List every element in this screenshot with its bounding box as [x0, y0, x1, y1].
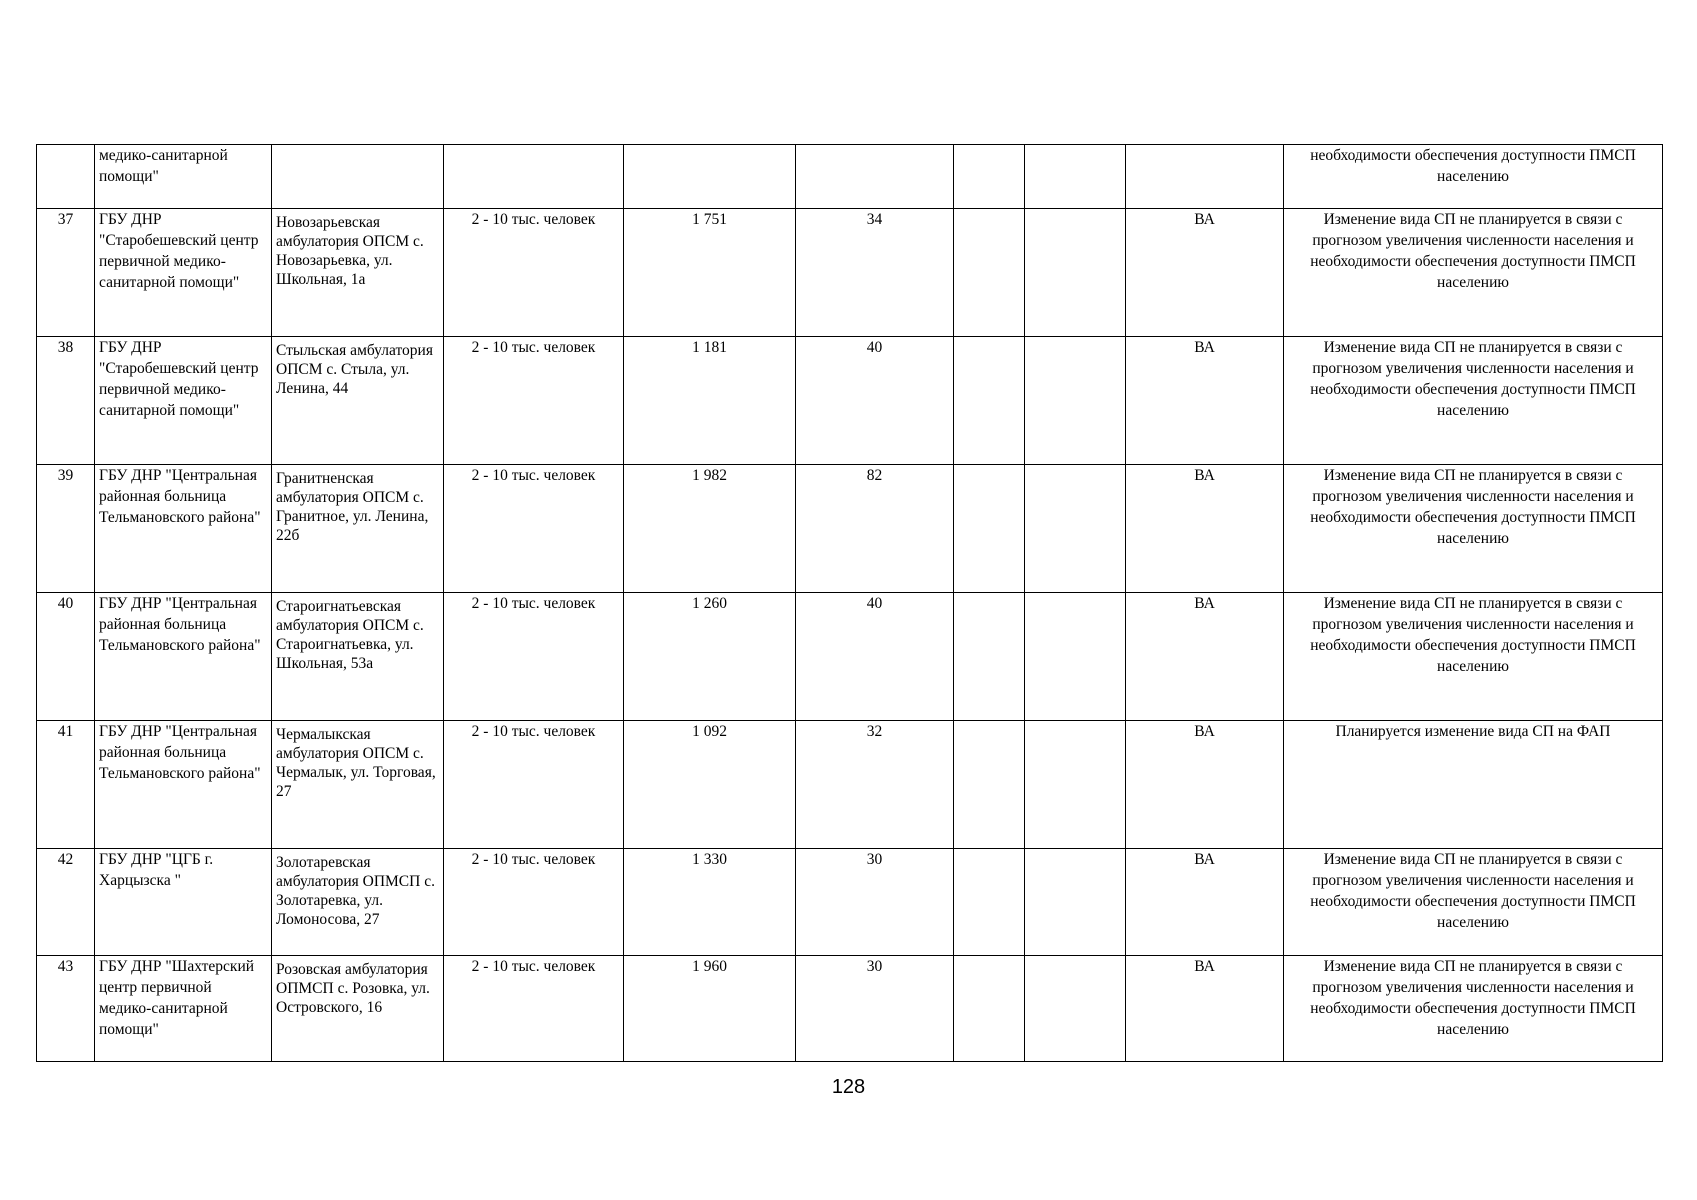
category-cell: 2 - 10 тыс. человек [444, 956, 624, 1062]
note-cell: Изменение вида СП не планируется в связи с прогнозом увеличения численности населения и необходимости обеспечения доступности ПМСП населению [1284, 337, 1663, 465]
address-cell [272, 849, 444, 956]
note-cell: Изменение вида СП не планируется в связи с прогнозом увеличения численности населения и необходимости обеспечения доступности ПМСП населению [1284, 465, 1663, 593]
population-cell: 1 092 [624, 721, 796, 849]
distance-cell: 82 [796, 465, 954, 593]
note-cell: Изменение вида СП не планируется в связи с прогнозом увеличения численности населения и необходимости обеспечения доступности ПМСП населению [1284, 593, 1663, 721]
row-number-cell: 40 [37, 593, 95, 721]
population-cell: 1 181 [624, 337, 796, 465]
address-cell [272, 145, 444, 209]
type-cell: ВА [1126, 849, 1284, 956]
empty-cell [1025, 337, 1126, 465]
empty-cell [1025, 956, 1126, 1062]
distance-cell: 32 [796, 721, 954, 849]
address-cell-text: Староигнатьевская амбулатория ОПСМ с. Староигнатьевка, ул. Школьная, 53а [276, 598, 424, 672]
category-cell: 2 - 10 тыс. человек [444, 337, 624, 465]
empty-cell [1025, 209, 1126, 337]
organization-cell: ГБУ ДНР "Центральная районная больница Тельмановского района" [95, 465, 272, 593]
empty-cell [954, 849, 1025, 956]
note-cell: Изменение вида СП не планируется в связи с прогнозом увеличения численности населения и необходимости обеспечения доступности ПМСП населению [1284, 956, 1663, 1062]
address-cell-text: Стыльская амбулатория ОПСМ с. Стыла, ул. Ленина, 44 [276, 342, 433, 397]
empty-cell [954, 593, 1025, 721]
distance-cell: 40 [796, 337, 954, 465]
table-row [37, 145, 1663, 209]
population-cell: 1 260 [624, 593, 796, 721]
address-cell [272, 337, 444, 465]
type-cell: ВА [1126, 465, 1284, 593]
organization-cell: ГБУ ДНР "Старобешевский центр первичной медико-санитарной помощи" [95, 209, 272, 337]
table-row [37, 465, 1663, 593]
organization-cell: ГБУ ДНР "Старобешевский центр первичной медико-санитарной помощи" [95, 337, 272, 465]
address-cell [272, 721, 444, 849]
empty-cell [954, 209, 1025, 337]
category-cell: 2 - 10 тыс. человек [444, 849, 624, 956]
address-cell-text: Гранитненская амбулатория ОПСМ с. Гранитное, ул. Ленина, 22б [276, 470, 429, 544]
population-cell: 1 960 [624, 956, 796, 1062]
row-number-cell: 39 [37, 465, 95, 593]
note-cell: Изменение вида СП не планируется в связи с прогнозом увеличения численности населения и необходимости обеспечения доступности ПМСП населению [1284, 849, 1663, 956]
address-cell [272, 209, 444, 337]
organization-cell: ГБУ ДНР "Шахтерский центр первичной медико-санитарной помощи" [95, 956, 272, 1062]
table-row [37, 849, 1663, 956]
empty-cell [954, 721, 1025, 849]
empty-cell [954, 956, 1025, 1062]
population-cell: 1 751 [624, 209, 796, 337]
distance-cell: 34 [796, 209, 954, 337]
row-number-cell: 41 [37, 721, 95, 849]
category-cell: 2 - 10 тыс. человек [444, 465, 624, 593]
empty-cell [1025, 849, 1126, 956]
facilities-table [36, 144, 1663, 1062]
address-cell-text: Новозарьевская амбулатория ОПСМ с. Новозарьевка, ул. Школьная, 1а [276, 214, 424, 288]
organization-cell: ГБУ ДНР "Центральная районная больница Тельмановского района" [95, 721, 272, 849]
note-cell: Планируется изменение вида СП на ФАП [1284, 721, 1663, 849]
row-number-cell: 43 [37, 956, 95, 1062]
empty-cell [1025, 721, 1126, 849]
empty-cell [1025, 145, 1126, 209]
type-cell [1126, 145, 1284, 209]
address-cell [272, 593, 444, 721]
category-cell [444, 145, 624, 209]
distance-cell: 30 [796, 849, 954, 956]
population-cell: 1 330 [624, 849, 796, 956]
empty-cell [954, 337, 1025, 465]
organization-cell: ГБУ ДНР "Центральная районная больница Тельмановского района" [95, 593, 272, 721]
address-cell [272, 465, 444, 593]
address-cell-text: Розовская амбулатория ОПМСП с. Розовка, ул. Островского, 16 [276, 961, 430, 1016]
note-cell: необходимости обеспечения доступности ПМСП населению [1284, 145, 1663, 209]
category-cell: 2 - 10 тыс. человек [444, 593, 624, 721]
table-row [37, 337, 1663, 465]
category-cell: 2 - 10 тыс. человек [444, 209, 624, 337]
distance-cell: 40 [796, 593, 954, 721]
row-number-cell [37, 145, 95, 209]
row-number-cell: 37 [37, 209, 95, 337]
organization-cell: медико-санитарной помощи" [95, 145, 272, 209]
page-number: 128 [831, 1076, 866, 1098]
note-cell: Изменение вида СП не планируется в связи с прогнозом увеличения численности населения и необходимости обеспечения доступности ПМСП населению [1284, 209, 1663, 337]
population-cell [624, 145, 796, 209]
type-cell: ВА [1126, 956, 1284, 1062]
table-row [37, 209, 1663, 337]
type-cell: ВА [1126, 721, 1284, 849]
organization-cell: ГБУ ДНР "ЦГБ г. Харцызска " [95, 849, 272, 956]
empty-cell [954, 145, 1025, 209]
empty-cell [1025, 465, 1126, 593]
table-row [37, 721, 1663, 849]
table-row [37, 956, 1663, 1062]
population-cell: 1 982 [624, 465, 796, 593]
row-number-cell: 38 [37, 337, 95, 465]
empty-cell [954, 465, 1025, 593]
type-cell: ВА [1126, 209, 1284, 337]
distance-cell [796, 145, 954, 209]
empty-cell [1025, 593, 1126, 721]
address-cell-text: Чермалыкская амбулатория ОПСМ с. Чермалык, ул. Торговая, 27 [276, 726, 436, 800]
table-row [37, 593, 1663, 721]
type-cell: ВА [1126, 337, 1284, 465]
type-cell: ВА [1126, 593, 1284, 721]
row-number-cell: 42 [37, 849, 95, 956]
address-cell [272, 956, 444, 1062]
address-cell-text: Золотаревская амбулатория ОПМСП с. Золотаревка, ул. Ломоносова, 27 [276, 854, 435, 928]
distance-cell: 30 [796, 956, 954, 1062]
category-cell: 2 - 10 тыс. человек [444, 721, 624, 849]
